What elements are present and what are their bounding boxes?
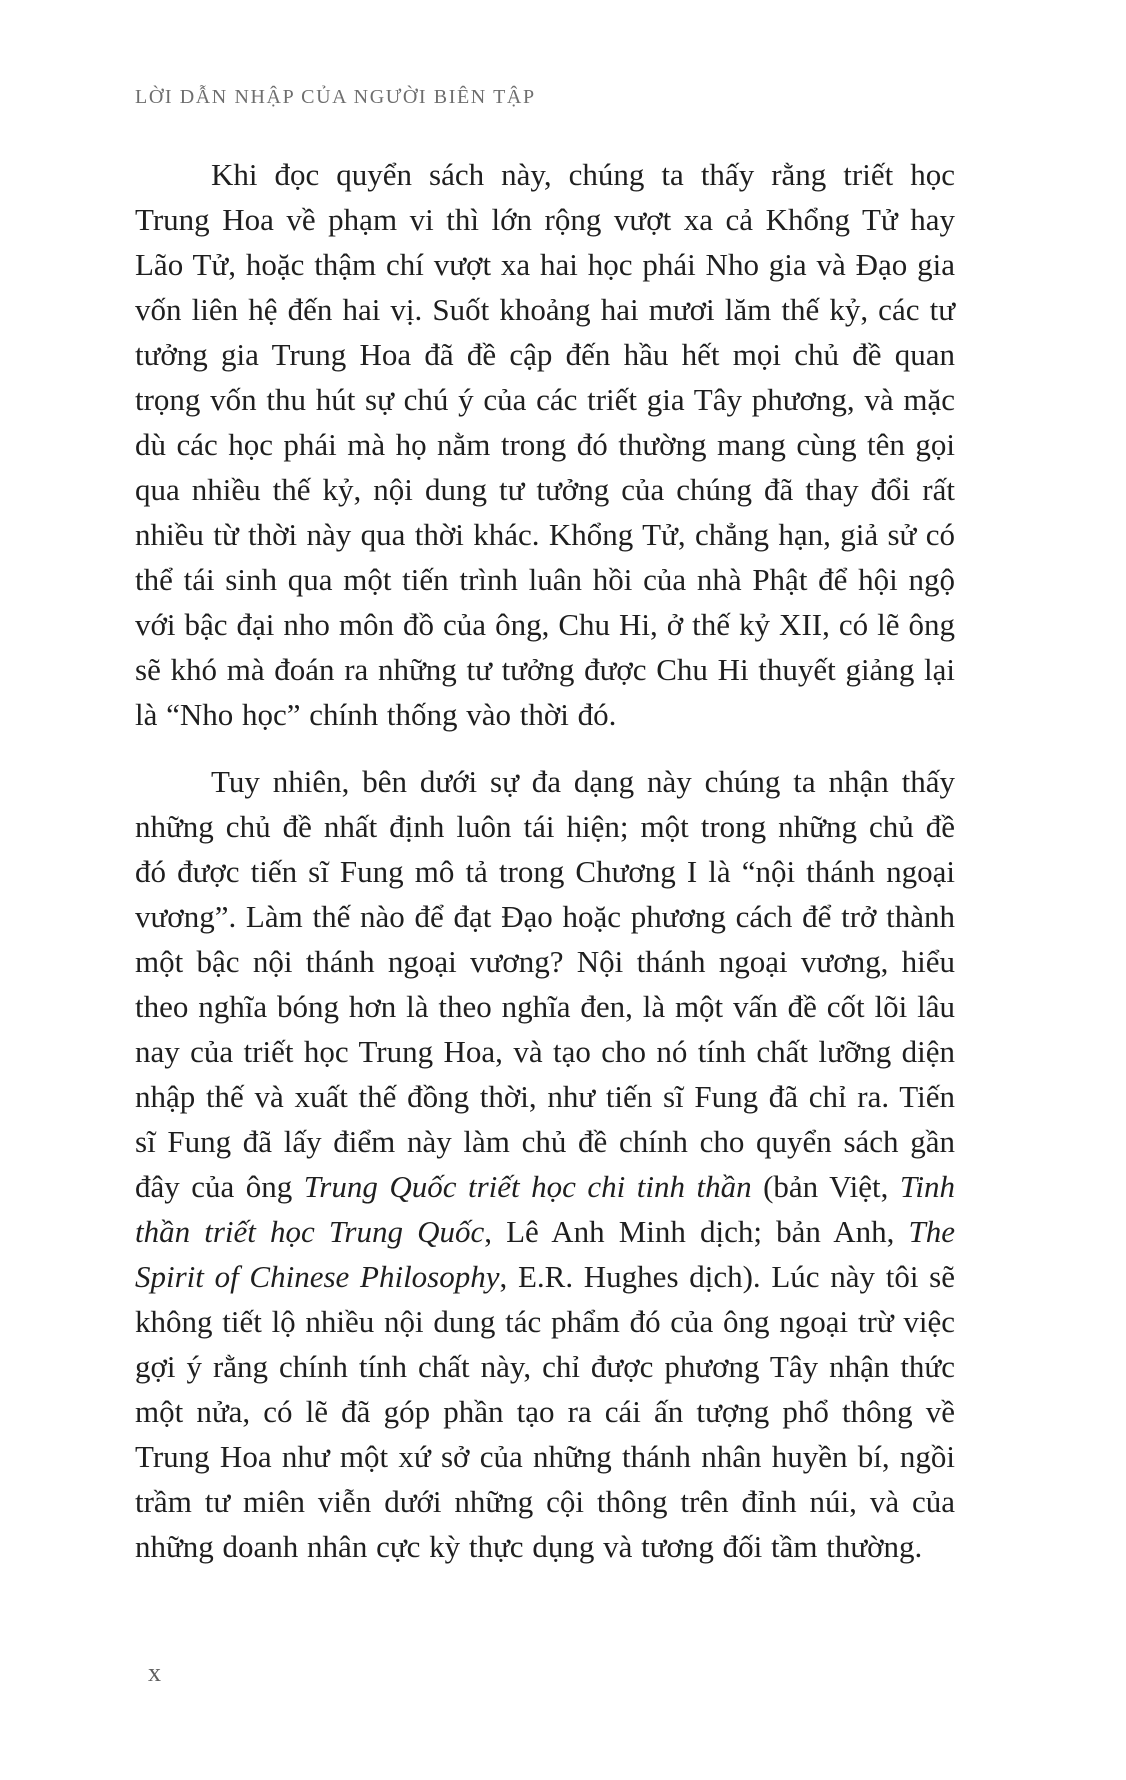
body-text xyxy=(135,152,955,1569)
text-run: , Lê Anh Minh dịch; bản Anh, xyxy=(484,1214,909,1249)
book-title-italic: The Spirit of Chinese Philosophy xyxy=(135,1214,955,1294)
text-run: Khi đọc quyển sách này, chúng ta thấy rằng triết học Trung Hoa về phạm vi thì lớn rộng vượt xa cả Khổng Tử hay Lão Tử, hoặc thậm chí vượt xa hai học phái Nho gia và Đạo gia vốn liên hệ đến hai vị. Suốt khoảng hai mươi lăm thế kỷ, các tư tưởng gia Trung Hoa đã đề cập đến hầu hết mọi chủ đề quan trọng vốn thu hút sự chú ý của các triết gia Tây phương, và mặc dù các học phái mà họ nằm trong đó thường mang cùng tên gọi qua nhiều thế kỷ, nội dung tư tưởng của chúng đã thay đổi rất nhiều từ thời này qua thời khác. Khổng Tử, chẳng hạn, giả sử có thể tái sinh qua một tiến trình luân hồi của nhà Phật để hội ngộ với bậc đại nho môn đồ của ông, Chu Hi, ở thế kỷ XII, có lẽ ông sẽ khó mà đoán ra những tư tưởng được Chu Hi thuyết giảng lại là “Nho học” chính thống vào thời đó. xyxy=(135,157,955,732)
book-title-italic: Tinh thần triết học Trung Quốc xyxy=(135,1169,956,1249)
text-run: Tuy nhiên, bên dưới sự đa dạng này chúng ta nhận thấy những chủ đề nhất định luôn tái hiện; một trong những chủ đề đó được tiến sĩ Fung mô tả trong Chương I là “nội thánh ngoại vương”. Làm thế nào để đạt Đạo hoặc phương cách để trở thành một bậc nội thánh ngoại vương? Nội thánh ngoại vương, hiểu theo nghĩa bóng hơn là theo nghĩa đen, là một vấn đề cốt lõi lâu nay của triết học Trung Hoa, và tạo cho nó tính chất lưỡng diện nhập thế và xuất thế đồng thời, như tiến sĩ Fung đã chỉ ra. Tiến sĩ Fung đã lấy điểm này làm chủ đề chính cho quyển sách gần đây của ông xyxy=(135,764,955,1204)
running-head: LỜI DẪN NHẬP CỦA NGƯỜI BIÊN TẬP xyxy=(135,86,536,108)
text-run: , E.R. Hughes dịch). Lúc này tôi sẽ không tiết lộ nhiều nội dung tác phẩm đó của ông ngoại trừ việc gợi ý rằng chính tính chất này, chỉ được phương Tây nhận thức một nửa, có lẽ đã góp phần tạo ra cái ấn tượng phổ thông về Trung Hoa như một xứ sở của những thánh nhân huyền bí, ngồi trầm tư miên viễn dưới những cội thông trên đỉnh núi, và của những doanh nhân cực kỳ thực dụng và tương đối tầm thường. xyxy=(135,1259,956,1564)
book-title-italic: Trung Quốc triết học chi tinh thần xyxy=(303,1169,752,1204)
text-run: (bản Việt, xyxy=(751,1169,900,1204)
paragraph-1 xyxy=(135,152,955,737)
paragraph-2 xyxy=(135,759,955,1569)
page-number: x xyxy=(148,1658,161,1687)
